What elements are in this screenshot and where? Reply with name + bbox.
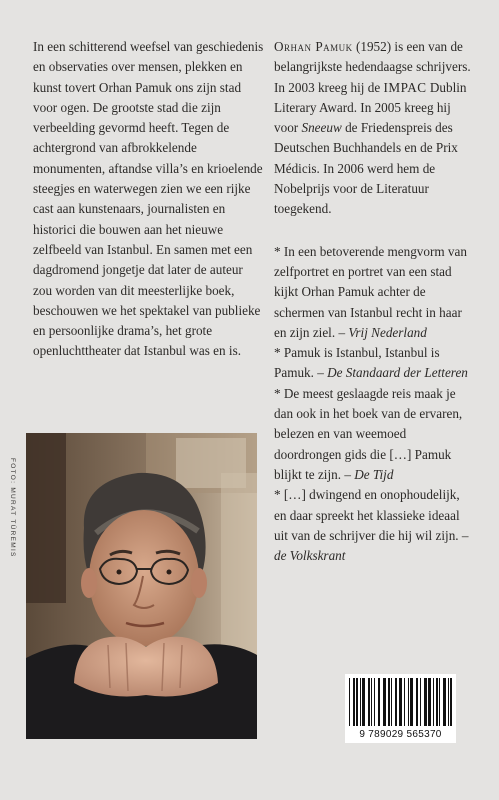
barcode-bar — [378, 678, 380, 726]
barcode-bar — [448, 678, 449, 726]
barcode-bar — [416, 678, 418, 726]
blurb-text: In een schitterend weefsel van geschiedenis en observaties over mensen, plekken en kunst tovert Orhan Pamuk ons zijn stad voor ogen. De grootste stad die zijn verbeelding gevormd heeft. Tegen de achtergrond van afbrokkelende monumenten, aftandse villa’s en krioelende steegjes en waterwegen zien we een rijke cast aan kunstenaars, journalisten en historici die bouwen aan het nieuwe zelfbeeld van Istanbul. En samen met een dagdromend jongetje dat later de auteur zou worden van dit meesterlijke boek, beschouwen we het spektakel van publieke en persoonlijke drama’s, het grote openluchttheater dat Istanbul was en is. — [33, 39, 264, 359]
author-photo — [26, 433, 257, 739]
barcode-bar — [399, 678, 402, 726]
review-source: Vrij Nederland — [348, 324, 427, 340]
barcode-bar — [420, 678, 421, 726]
barcode-bar — [356, 678, 358, 726]
award-name: IMPAC — [383, 79, 427, 95]
barcode-bar — [433, 678, 434, 726]
photo-credit: FOTO: MURAT TÜREMIS — [9, 458, 16, 558]
barcode-bars — [349, 678, 452, 726]
barcode-number: 9 789029 565370 — [359, 729, 442, 740]
barcode — [345, 674, 456, 743]
barcode-bar — [353, 678, 355, 726]
barcode-bar — [349, 678, 350, 726]
barcode-bar — [360, 678, 361, 726]
barcode-bar — [374, 678, 375, 726]
review-quote: * Pamuk is Istanbul, Istanbul is Pamuk. – De Standaard der Letteren — [274, 345, 468, 381]
barcode-bar — [368, 678, 370, 726]
barcode-bar — [383, 678, 386, 726]
barcode-bar — [371, 678, 372, 726]
barcode-bar — [443, 678, 446, 726]
barcode-bar — [439, 678, 440, 726]
barcode-bar — [424, 678, 427, 726]
barcode-bar — [391, 678, 392, 726]
review-quote: * De meest geslaagde reis maak je dan ook in het boek van de ervaren, belezen en van weemoed doordrongen gids die […] Pamuk blijkt te zijn. – De Tijd — [274, 385, 463, 482]
right-column — [274, 37, 474, 566]
barcode-bar — [428, 678, 431, 726]
barcode-bar — [436, 678, 438, 726]
review-source: de Volkskrant — [274, 548, 346, 564]
barcode-bar — [388, 678, 390, 726]
review-source: De Standaard der Letteren — [327, 365, 468, 381]
review-source: De Tijd — [354, 466, 394, 482]
book-title: Sneeuw — [301, 120, 342, 136]
barcode-bar — [450, 678, 452, 726]
barcode-bar — [395, 678, 397, 726]
author-bio — [274, 37, 474, 220]
barcode-bar — [410, 678, 413, 726]
review-quote: * […] dwingend en onophoudelijk, en daar spreekt het klassieke ideaal uit van de schrijver die hij wil zijn. – de Volkskrant — [274, 487, 469, 564]
barcode-bar — [404, 678, 405, 726]
barcode-bar — [408, 678, 409, 726]
bio-text-1: (1952) is een van de belangrijkste hedendaagse schrijvers. In 2003 kreeg hij de — [274, 39, 471, 95]
bio-text-2: Dublin Literary Award. In 2005 kreeg hij voor — [274, 79, 467, 136]
barcode-bar — [362, 678, 365, 726]
review-quote: * In een betoverende mengvorm van zelfportret en portret van een stad kijkt Orhan Pamuk achter de schermen van Istanbul recht in haar en zijn ziel. – Vrij Nederland — [274, 243, 467, 340]
author-name: Orhan Pamuk — [274, 39, 353, 54]
bio-text-3: de Friedenspreis des Deutschen Buchhandels en de Prix Médicis. In 2006 werd hem de Nobelprijs voor de Literatuur toegekend. — [274, 120, 458, 217]
